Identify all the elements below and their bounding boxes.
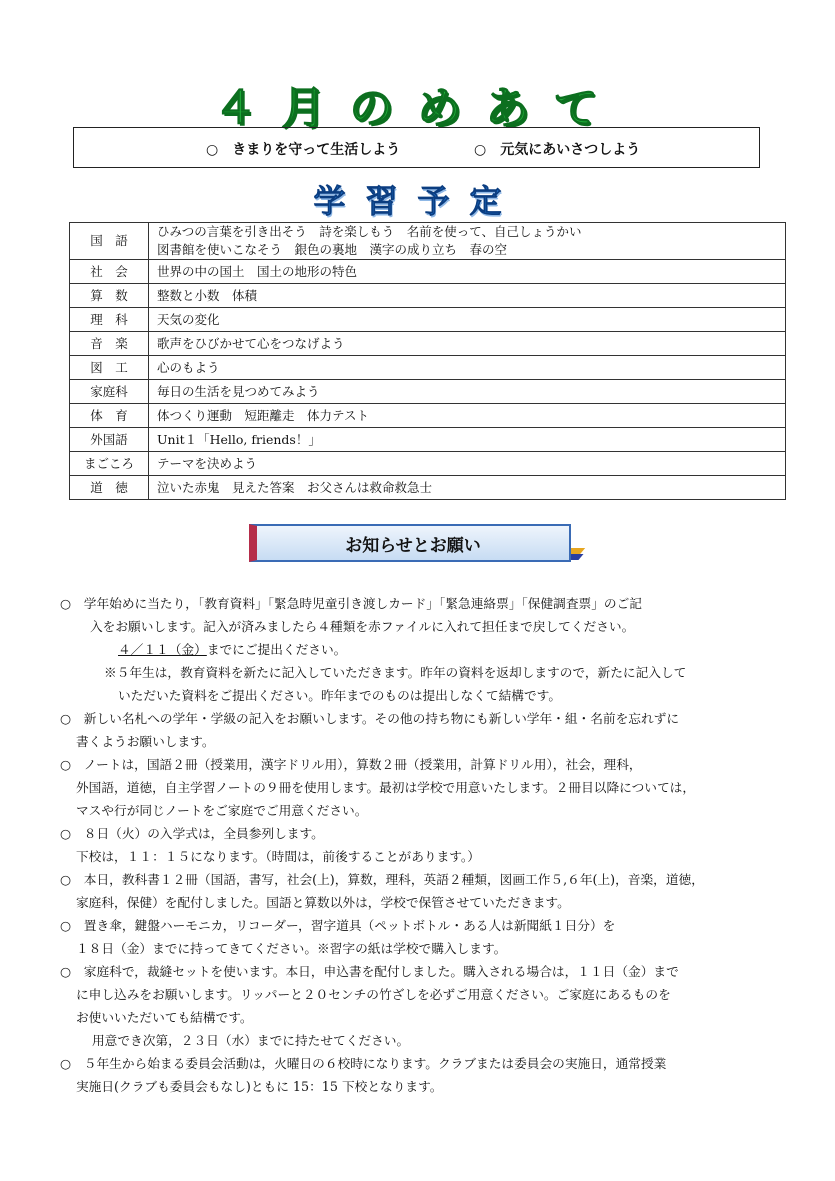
content-cell: 世界の中の国土 国土の地形の特色	[149, 260, 786, 284]
notice-line: 用意でき次第，２３日（水）までに持たせてください。	[92, 1033, 410, 1048]
notice-line: ○ 本日，教科書１２冊（国語，書写，社会(上)，算数，理科，英語２種類，図画工作５,６年(上)，音楽，道徳，	[60, 872, 704, 887]
goal-rules: ○ きまりを守って生活しよう	[206, 142, 401, 158]
table-row	[70, 356, 786, 380]
content-line: 図書館を使いこなそう 銀色の裏地 漢字の成り立ち 春の空	[157, 242, 508, 257]
content-cell	[149, 223, 786, 260]
table-row	[70, 476, 786, 500]
subject-cell: 音 楽	[70, 332, 149, 356]
content-cell: 泣いた赤鬼 見えた答案 お父さんは救命救急士	[149, 476, 786, 500]
table-row	[70, 308, 786, 332]
notice-line: お使いいただいても結構です。	[76, 1010, 253, 1025]
notice-line: １８日（金）までに持ってきてください。※習字の紙は学校で購入します。	[76, 941, 507, 956]
notice-line: ○ 学年始めに当たり，「教育資料」「緊急時児童引き渡しカード」「緊急連絡票」「保健調査票」のご記	[60, 596, 642, 611]
notice-banner	[243, 522, 583, 568]
notice-line: いただいた資料をご提出ください。昨年までのものは提出しなくて結構です。	[118, 688, 562, 703]
table-row	[70, 452, 786, 476]
deadline-date: ４／１１（金）	[118, 642, 207, 657]
content-cell: Unit１「Hello, friends！」	[149, 428, 786, 452]
content-line: ひみつの言葉を引き出そう 詩を楽しもう 名前を使って、自己しょうかい	[157, 224, 582, 239]
table-row	[70, 284, 786, 308]
content-cell: 歌声をひびかせて心をつなげよう	[149, 332, 786, 356]
monthly-goals-box	[73, 127, 760, 168]
goal-greeting: ○ 元気にあいさつしよう	[474, 142, 641, 158]
subject-cell: 外国語	[70, 428, 149, 452]
notice-line: マスや行が同じノートをご家庭でご用意ください。	[76, 803, 368, 818]
banner-title: お知らせとお願い	[345, 536, 481, 556]
notice-line: ○ 家庭科で，裁縫セットを使います。本日，申込書を配付しました。購入される場合は，１１日（金）まで	[60, 964, 679, 979]
notice-line: 下校は，１１：１５になります。（時間は，前後することがあります。）	[76, 849, 480, 864]
notice-line: に申し込みをお願いします。リッパーと２０センチの竹ざしを必ずご用意ください。ご家庭にあるものを	[76, 987, 671, 1002]
schedule-title: 学習予定	[313, 182, 522, 220]
notice-line: ○ ５年生から始まる委員会活動は，火曜日の６校時になります。クラブまたは委員会の実施日，通常授業	[60, 1056, 667, 1071]
page-title: ４月のめあて	[213, 83, 622, 134]
table-row	[70, 428, 786, 452]
subject-cell: まごころ	[70, 452, 149, 476]
subject-cell: 国 語	[70, 223, 149, 260]
notice-line: ○ 置き傘，鍵盤ハーモニカ，リコーダー，習字道具（ペットボトル・ある人は新聞紙１日分）を	[60, 918, 616, 933]
subject-cell: 理 科	[70, 308, 149, 332]
schedule-table	[69, 222, 786, 500]
content-cell: テーマを決めよう	[149, 452, 786, 476]
notice-line: ※５年生は，教育資料を新たに記入していただきます。昨年の資料を返却しますので，新たに記入して	[104, 665, 687, 680]
notice-line: ○ ８日（火）の入学式は，全員参列します。	[60, 826, 324, 841]
table-row	[70, 380, 786, 404]
content-cell: 心のもよう	[149, 356, 786, 380]
table-row	[70, 332, 786, 356]
subject-cell: 家庭科	[70, 380, 149, 404]
subject-cell: 道 徳	[70, 476, 149, 500]
table-row	[70, 260, 786, 284]
content-cell: 毎日の生活を見つめてみよう	[149, 380, 786, 404]
table-row	[70, 404, 786, 428]
content-cell: 整数と小数 体積	[149, 284, 786, 308]
notice-line: 入をお願いします。記入が済みましたら４種類を赤ファイルに入れて担任まで戻してください。	[90, 619, 635, 634]
subject-cell: 社 会	[70, 260, 149, 284]
notice-line: 家庭科，保健）を配付しました。国語と算数以外は，学校で保管させていただきます。	[76, 895, 570, 910]
content-cell: 体つくり運動 短距離走 体力テスト	[149, 404, 786, 428]
content-cell: 天気の変化	[149, 308, 786, 332]
notice-line: ○ ノートは，国語２冊（授業用，漢字ドリル用），算数２冊（授業用，計算ドリル用），社会，理科，	[60, 757, 642, 772]
notice-line: ○ 新しい名札への学年・学級の記入をお願いします。その他の持ち物にも新しい学年・組・名前を忘れずに	[60, 711, 680, 726]
subject-cell: 図 工	[70, 356, 149, 380]
notice-text: までにご提出ください。	[206, 642, 347, 657]
notice-line: 外国語，道徳，自主学習ノートの９冊を使用します。最初は学校で用意いたします。２冊目以降については，	[76, 780, 696, 795]
subject-cell: 体 育	[70, 404, 149, 428]
notice-line: 実施日(クラブも委員会もなし)ともに 15：15 下校となります。	[76, 1079, 443, 1094]
notice-line	[118, 639, 346, 658]
notice-line: 書くようお願いします。	[76, 734, 215, 749]
subject-cell: 算 数	[70, 284, 149, 308]
table-row	[70, 223, 786, 260]
